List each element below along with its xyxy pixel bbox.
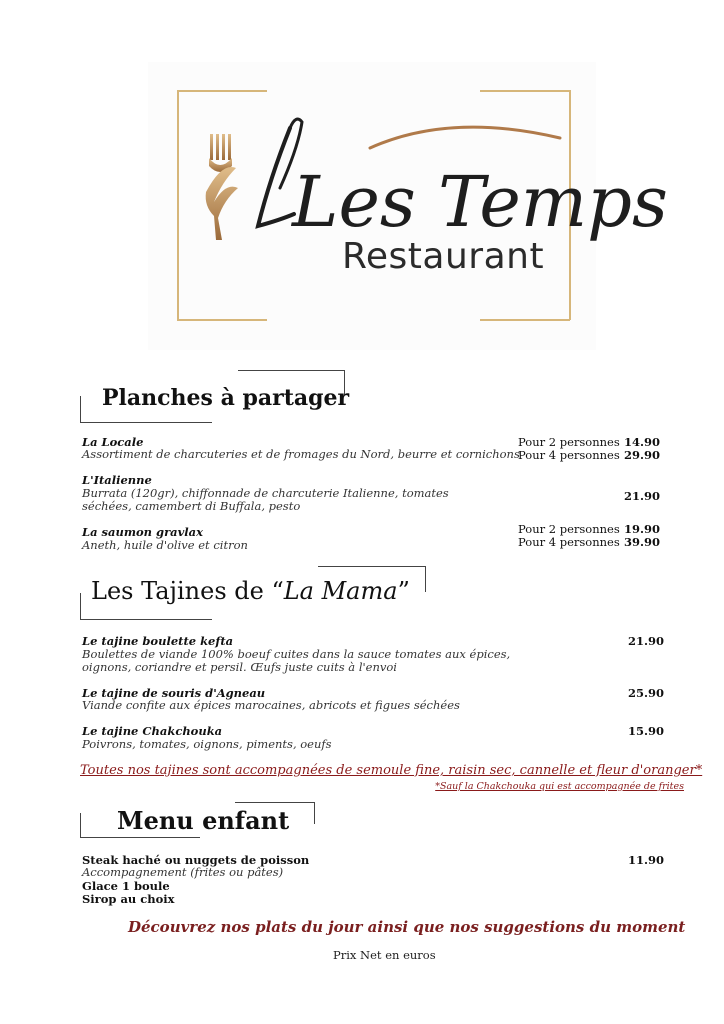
price: 39.90 bbox=[624, 535, 661, 549]
item-description: Boulettes de viande 100% boeuf cuites dans la sauce tomates aux épices, oignons, coriandre et persil. Œufs juste cuits à l'envoi bbox=[82, 647, 511, 674]
price: 19.90 bbox=[624, 522, 661, 536]
price: 21.90 bbox=[624, 489, 661, 503]
section-title: Planches à partager bbox=[102, 385, 350, 411]
tajines-footnote: *Sauf la Chakchouka qui est accompagnée de frites bbox=[435, 781, 684, 792]
section-title: Menu enfant bbox=[117, 806, 290, 835]
item-name: Steak haché ou nuggets de poisson bbox=[82, 853, 310, 867]
svg-text:Les Temps: Les Temps bbox=[292, 161, 668, 243]
price-option-label: Pour 2 personnes bbox=[518, 435, 620, 449]
price: 29.90 bbox=[624, 448, 661, 462]
item-name: La Locale bbox=[82, 435, 144, 449]
item-description: Accompagnement (frites ou pâtes) bbox=[82, 865, 284, 879]
price: 25.90 bbox=[628, 686, 665, 700]
item-description: Poivrons, tomates, oignons, piments, oeufs bbox=[82, 737, 332, 751]
price: 21.90 bbox=[628, 634, 665, 648]
item-description: Assortiment de charcuteries et de fromages du Nord, beurre et cornichons bbox=[82, 447, 520, 461]
item-name: Glace 1 boule bbox=[82, 879, 170, 893]
price: 11.90 bbox=[628, 853, 665, 867]
tajines-note: Toutes nos tajines sont accompagnées de semoule fine, raisin sec, cannelle et fleur d'oranger* bbox=[80, 763, 703, 778]
price: 14.90 bbox=[624, 435, 661, 449]
logo-subtitle: Restaurant bbox=[342, 236, 545, 277]
item-description: Aneth, huile d'olive et citron bbox=[82, 538, 248, 552]
item-name: La saumon gravlax bbox=[82, 525, 203, 539]
price-option-label: Pour 2 personnes bbox=[518, 522, 620, 536]
price-option-label: Pour 4 personnes bbox=[518, 448, 620, 462]
item-name: Le tajine boulette kefta bbox=[82, 634, 234, 648]
logo-script bbox=[250, 108, 668, 243]
price-option-label: Pour 4 personnes bbox=[518, 535, 620, 549]
prix-net-note: Prix Net en euros bbox=[333, 948, 436, 962]
item-name: L'Italienne bbox=[82, 473, 152, 487]
daily-specials-note: Découvrez nos plats du jour ainsi que nos suggestions du moment bbox=[128, 918, 686, 936]
fork-icon bbox=[196, 132, 244, 244]
price: 15.90 bbox=[628, 724, 665, 738]
item-name: Le tajine de souris d'Agneau bbox=[82, 686, 266, 700]
item-name: Le tajine Chakchouka bbox=[82, 724, 223, 738]
item-description: Burrata (120gr), chiffonnade de charcuterie Italienne, tomates séchées, camembert di Buffala, pesto bbox=[82, 486, 449, 513]
item-description: Viande confite aux épices marocaines, abricots et figues séchées bbox=[82, 698, 460, 712]
item-name: Sirop au choix bbox=[82, 892, 175, 906]
section-title: Les Tajines de “La Mama” bbox=[91, 577, 410, 605]
